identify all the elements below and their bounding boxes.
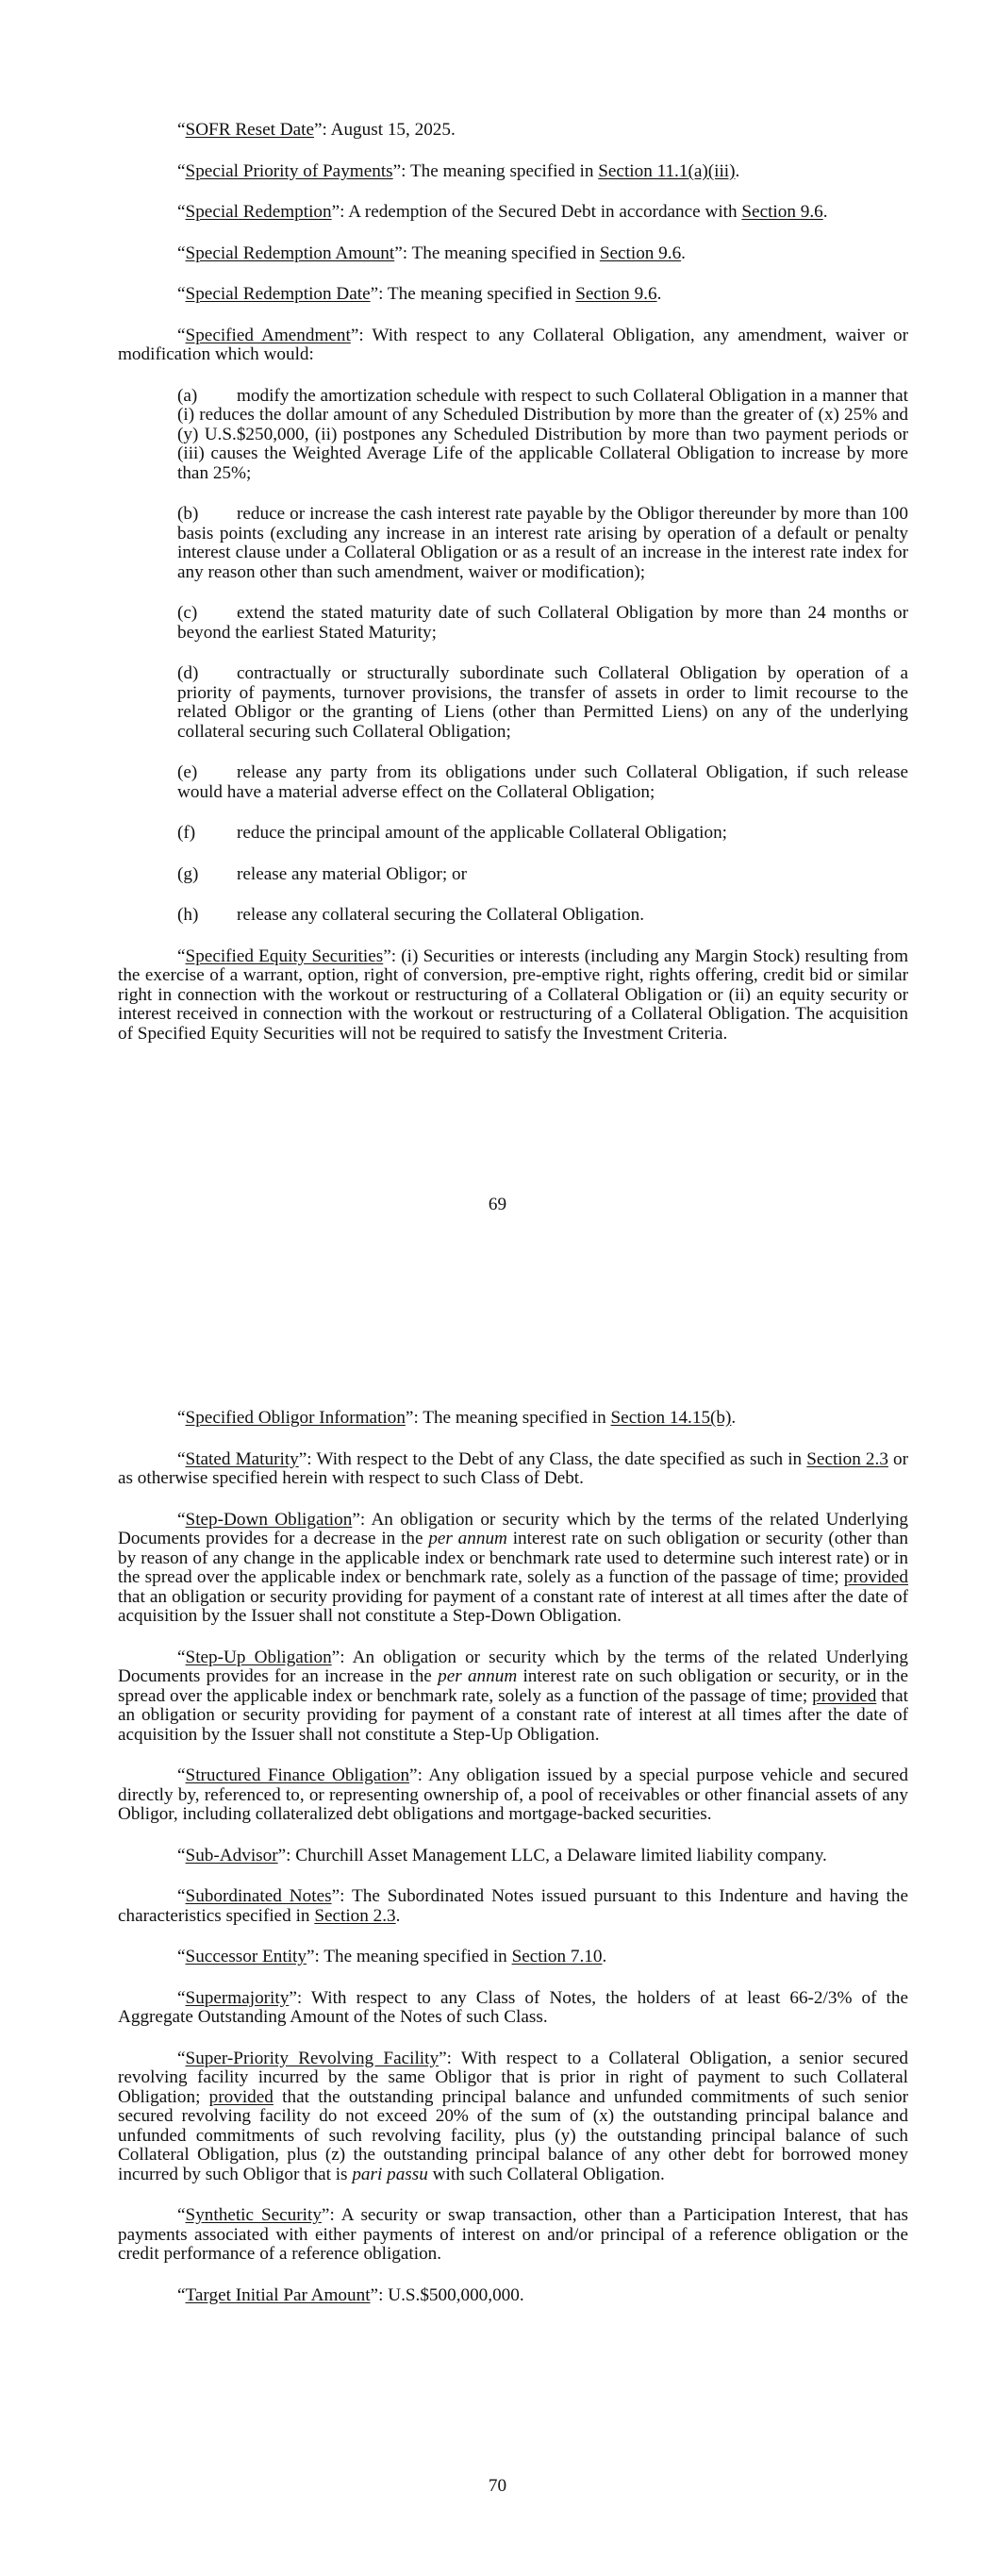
definition-text: that the outstanding principal balance and unfunded commitments of such senior secured revolving facility do not exceed 20% of the sum of (x) the outstanding principal balance and unfunded commitments of such revolving facility, plus (y) the outstanding principal balance of such Collateral Obligation, plus (z) the outstanding principal balance of any other debt for borrowed money incurred by such Obligor that is	[118, 2086, 909, 2184]
clause-text: release any collateral securing the Collateral Obligation.	[237, 905, 645, 925]
definition-text: : Churchill Asset Management LLC, a Delaware limited liability company.	[286, 1845, 827, 1865]
definition-text: : Any obligation issued by a special purpose vehicle and secured directly by, referenced to, or representing ownership of, a pool of receivables or other financial assets of any Obligor, including collateralized debt obligations and mortgage-backed securities.	[118, 1765, 908, 1824]
clause-item	[118, 824, 908, 844]
clause-item	[118, 763, 908, 802]
definition-text: : August 15, 2025.	[322, 120, 456, 140]
definition-paragraph	[118, 1989, 908, 2028]
definition-text: .	[822, 202, 828, 222]
definition-paragraph	[118, 203, 908, 223]
clause-label: (c)	[177, 603, 198, 623]
definition-paragraph	[118, 1409, 908, 1429]
section-reference: Section 9.6	[575, 284, 657, 304]
clause-item	[118, 387, 908, 484]
defined-term: Special Redemption Date	[185, 284, 371, 304]
section-reference: Section 11.1(a)(iii)	[598, 160, 736, 181]
definition-text: interest rate on such obligation or security, or in the spread over the applicable index or benchmark rate, solely as a function of the passage of time;	[118, 1666, 908, 1706]
open-quote: “	[177, 1987, 186, 2008]
definition-text: : (i) Securities or interests (including any Margin Stock) resulting from the exercise of a warrant, option, right of conversion, pre-emptive right, rights offering, credit bid or similar right in connection with the workout or restructuring of a Collateral Obligation or (ii) an equity security or interest received in connection with the workout or restructuring of a Collateral Obligation. The acquisition of Specified Equity Securities will not be required to satisfy the Investment Criteria.	[118, 945, 908, 1044]
definition-paragraph	[118, 1847, 908, 1866]
defined-term: Special Priority of Payments	[185, 160, 393, 181]
close-quote: ”	[394, 243, 403, 263]
definition-paragraph	[118, 285, 908, 305]
close-quote: ”	[405, 1408, 414, 1428]
defined-term: Sub-Advisor	[185, 1845, 278, 1865]
proviso-term: provided	[843, 1567, 908, 1587]
clause-label: (h)	[177, 905, 199, 925]
definition-text: : The meaning specified in	[401, 160, 599, 181]
definition-paragraph	[118, 1948, 908, 1967]
open-quote: “	[177, 202, 186, 222]
definition-paragraph	[118, 121, 908, 141]
definition-paragraph	[118, 2286, 908, 2306]
open-quote: “	[177, 1845, 186, 1865]
definition-text: interest rate on such obligation or security (other than by reason of any change in the applicable index or benchmark rate used to determine such interest rate) or in the spread over the applicable index or benchmark rate, solely as a function of the passage of time;	[118, 1529, 909, 1587]
section-reference: Section 9.6	[599, 243, 682, 263]
open-quote: “	[177, 1448, 186, 1469]
page-body	[118, 1409, 908, 2305]
open-quote: “	[177, 1947, 186, 1966]
clause-label: (g)	[177, 863, 199, 884]
defined-term: Specified Equity Securities	[185, 945, 384, 966]
clause-label: (d)	[177, 663, 199, 683]
italic-term: per annum	[438, 1666, 518, 1686]
page-number: 70	[488, 2476, 507, 2496]
defined-term: Super-Priority Revolving Facility	[185, 2048, 439, 2068]
defined-term: Stated Maturity	[185, 1448, 299, 1469]
definition-paragraph	[118, 2206, 908, 2265]
clause-label: (a)	[177, 385, 198, 406]
definition-text: : The Subordinated Notes issued pursuant to this Indenture and having the characteristics specified in	[118, 1886, 908, 1926]
defined-term: Special Redemption	[185, 202, 332, 222]
definition-paragraph	[118, 1766, 908, 1825]
defined-term: Structured Finance Obligation	[185, 1765, 410, 1785]
definition-paragraph	[118, 326, 908, 365]
defined-term: Successor Entity	[185, 1947, 307, 1966]
clause-text: extend the stated maturity date of such Collateral Obligation by more than 24 months or beyond the earliest Stated Maturity;	[177, 603, 908, 643]
italic-term: per annum	[428, 1529, 507, 1548]
close-quote: ”	[331, 1647, 340, 1667]
definition-text: that an obligation or security providing for payment of a constant rate of interest at all times after the date of acquisition by the Issuer shall not constitute a Step-Up Obligation.	[118, 1685, 908, 1745]
section-reference: Section 2.3	[314, 1905, 396, 1926]
defined-term: Specified Obligor Information	[185, 1408, 406, 1428]
open-quote: “	[177, 2048, 186, 2068]
definition-paragraph	[118, 1450, 908, 1489]
open-quote: “	[177, 2205, 186, 2225]
close-quote: ”	[313, 120, 323, 140]
proviso-term: provided	[812, 1685, 877, 1706]
definition-text: .	[602, 1947, 607, 1966]
definition-text: that an obligation or security providing for payment of a constant rate of interest at all times after the date of acquisition by the Issuer shall not constitute a Step-Down Obligation.	[118, 1586, 908, 1626]
open-quote: “	[177, 325, 186, 345]
open-quote: “	[177, 1765, 186, 1785]
open-quote: “	[177, 160, 186, 181]
definition-paragraph	[118, 2049, 908, 2185]
close-quote: ”	[352, 1509, 360, 1530]
proviso-term: provided	[208, 2086, 274, 2107]
definition-text: : U.S.$500,000,000.	[378, 2284, 524, 2305]
definition-text: : A redemption of the Secured Debt in accordance with	[340, 202, 742, 222]
definition-paragraph	[118, 162, 908, 182]
definition-text: .	[681, 243, 686, 263]
open-quote: “	[177, 1647, 186, 1667]
clause-item	[118, 604, 908, 643]
clause-item	[118, 505, 908, 582]
close-quote: ”	[289, 1987, 297, 2008]
clause-text: modify the amortization schedule with respect to such Collateral Obligation in a manner that (i) reduces the dollar amount of any Scheduled Distribution by more than the greater of (x) 25% and (y) U.S.$250,000, (ii) postpones any Scheduled Distribution by more than two payment periods or (iii) causes the Weighted Average Life of the applicable Collateral Obligation to increase by more than 25%;	[177, 385, 908, 483]
definition-text: .	[731, 1408, 737, 1428]
definition-text: : With respect to the Debt of any Class, the date specified as such in	[307, 1448, 807, 1469]
clause-label: (e)	[177, 762, 198, 782]
defined-term: Special Redemption Amount	[185, 243, 395, 263]
definition-text: .	[735, 160, 740, 181]
close-quote: ”	[306, 1947, 315, 1966]
close-quote: ”	[383, 945, 391, 966]
clause-text: contractually or structurally subordinate such Collateral Obligation by operation of a priority of payments, turnover provisions, the transfer of assets in order to limit recourse to the related Obligor or the granting of Liens (other than Permitted Liens) on any of the underlying collateral securing such Collateral Obligation;	[177, 663, 908, 742]
close-quote: ”	[331, 202, 340, 222]
definition-text: : With respect to a Collateral Obligation, a senior secured revolving facility incurred by the same Obligor that is prior in right of payment to such Collateral Obligation;	[118, 2048, 908, 2107]
defined-term: Subordinated Notes	[185, 1886, 332, 1906]
page-body	[118, 121, 908, 1044]
close-quote: ”	[277, 1845, 287, 1865]
close-quote: ”	[370, 284, 379, 304]
defined-term: Step-Up Obligation	[185, 1647, 332, 1667]
italic-term: pari passu	[352, 2164, 428, 2184]
open-quote: “	[177, 1408, 186, 1428]
clause-text: release any material Obligor; or	[237, 863, 468, 884]
clause-text: reduce or increase the cash interest rate payable by the Obligor thereunder by more than 100 basis points (excluding any increase in an interest rate arising by operation of a default or penalty interest clause under a Collateral Obligation or as a result of an increase in the interest rate index for any reason other than such amendment, waiver or modification);	[177, 504, 908, 582]
close-quote: ”	[439, 2048, 447, 2068]
clause-text: reduce the principal amount of the applicable Collateral Obligation;	[237, 823, 728, 843]
open-quote: “	[177, 120, 186, 140]
definition-text: : The meaning specified in	[378, 284, 576, 304]
clause-text: release any party from its obligations under such Collateral Obligation, if such release would have a material adverse effect on the Collateral Obligation;	[177, 762, 908, 802]
definition-text: : The meaning specified in	[402, 243, 600, 263]
page-number: 69	[488, 1195, 507, 1214]
close-quote: ”	[350, 325, 359, 345]
defined-term: Step-Down Obligation	[185, 1509, 353, 1530]
definition-text: with such Collateral Obligation.	[427, 2164, 665, 2184]
definition-paragraph	[118, 947, 908, 1045]
definition-text: .	[395, 1905, 401, 1926]
open-quote: “	[177, 2284, 186, 2305]
document-page	[0, 1288, 995, 2576]
clause-label: (f)	[177, 823, 196, 843]
definition-text: : A security or swap transaction, other than a Participation Interest, that has payments associated with either payments of interest on and/or principal of a reference obligation or the credit performance of a reference obligation.	[118, 2205, 908, 2264]
section-reference: Section 9.6	[741, 202, 823, 222]
definition-text: : An obligation or security which by the terms of the related Underlying Documents provides for an increase in the	[118, 1647, 908, 1686]
close-quote: ”	[370, 2284, 379, 2305]
defined-term: SOFR Reset Date	[185, 120, 314, 140]
close-quote: ”	[392, 160, 402, 181]
close-quote: ”	[321, 2205, 330, 2225]
clause-item	[118, 906, 908, 926]
definition-paragraph	[118, 1648, 908, 1746]
open-quote: “	[177, 284, 186, 304]
defined-term: Specified Amendment	[185, 325, 351, 345]
close-quote: ”	[331, 1886, 340, 1906]
definition-paragraph	[118, 1887, 908, 1926]
definition-paragraph	[118, 1511, 908, 1627]
clause-label: (b)	[177, 504, 199, 524]
definition-text: or as otherwise specified herein with respect to such Class of Debt.	[118, 1448, 909, 1488]
close-quote: ”	[298, 1448, 307, 1469]
section-reference: Section 7.10	[511, 1947, 603, 1966]
definition-paragraph	[118, 244, 908, 264]
section-reference: Section 2.3	[806, 1448, 888, 1469]
definition-text: : The meaning specified in	[314, 1947, 512, 1966]
defined-term: Synthetic Security	[185, 2205, 322, 2225]
definition-text: : With respect to any Collateral Obligation, any amendment, waiver or modification which would:	[118, 325, 908, 364]
definition-text: : With respect to any Class of Notes, the holders of at least 66-2/3% of the Aggregate Outstanding Amount of the Notes of such Class.	[118, 1987, 908, 2027]
clause-item	[118, 865, 908, 885]
close-quote: ”	[409, 1765, 418, 1785]
section-reference: Section 14.15(b)	[610, 1408, 732, 1428]
definition-text: .	[656, 284, 662, 304]
open-quote: “	[177, 1509, 186, 1530]
clause-item	[118, 664, 908, 742]
definition-text: : An obligation or security which by the terms of the related Underlying Documents provides for a decrease in the	[118, 1509, 908, 1548]
defined-term: Supermajority	[185, 1987, 290, 2008]
open-quote: “	[177, 1886, 186, 1906]
definition-text: : The meaning specified in	[413, 1408, 611, 1428]
open-quote: “	[177, 945, 186, 966]
defined-term: Target Initial Par Amount	[185, 2284, 371, 2305]
open-quote: “	[177, 243, 186, 263]
